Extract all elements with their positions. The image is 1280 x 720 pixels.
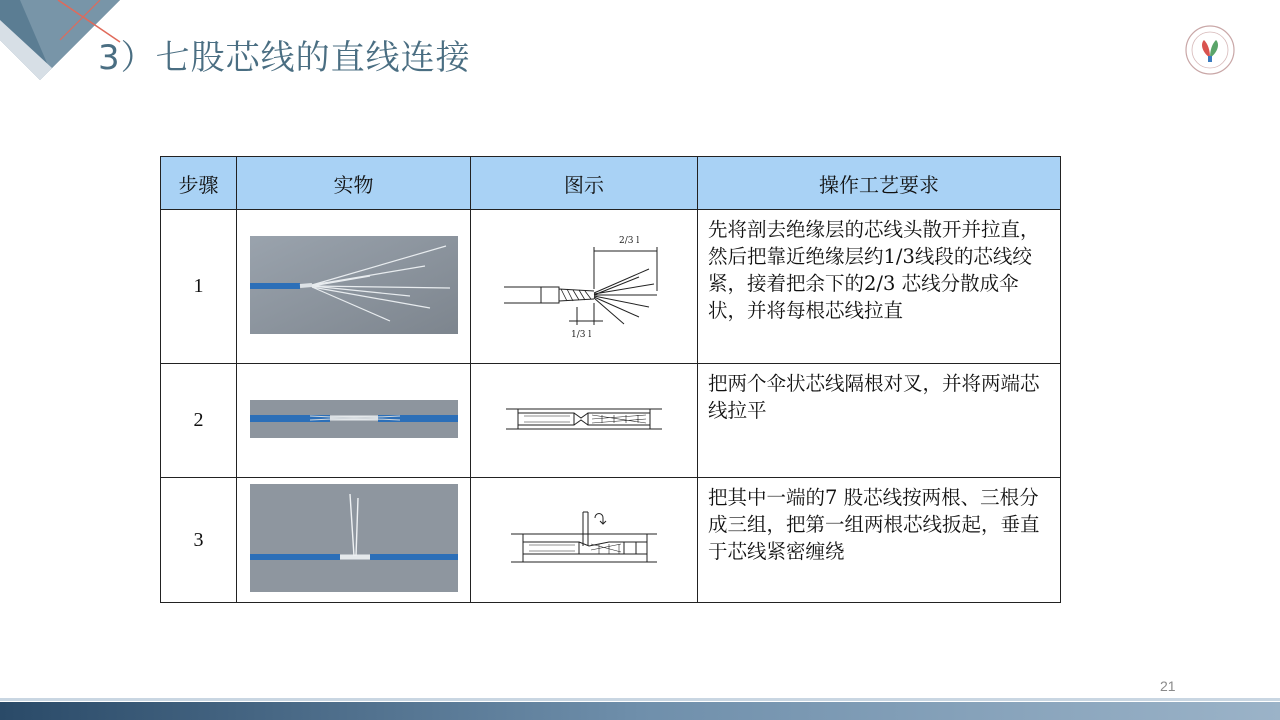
- label-two-thirds: 2/3 l: [619, 235, 640, 246]
- photo-cell: [237, 478, 471, 603]
- steps-table: [160, 156, 1061, 603]
- photo-cell: [237, 364, 471, 478]
- table-header-row: [161, 157, 1061, 210]
- photo-cell: [237, 210, 471, 364]
- diagram-cell: [471, 478, 698, 603]
- header-diagram: 图示: [471, 157, 698, 210]
- table-row: [161, 364, 1061, 478]
- diagram-cell: [471, 210, 698, 364]
- diagram-step-2: [504, 404, 664, 434]
- wire-photo-3: [250, 484, 458, 592]
- step-number: 2: [161, 364, 237, 478]
- wire-photo-1: [250, 236, 458, 334]
- page-number: 21: [1160, 678, 1176, 694]
- page-title: 3）七股芯线的直线连接: [98, 38, 471, 78]
- footer-bar: [0, 702, 1280, 720]
- diagram-step-1: [499, 229, 669, 341]
- school-logo-icon: [1184, 24, 1236, 76]
- step-number: 1: [161, 210, 237, 364]
- requirement-text: 把其中一端的7 股芯线按两根、三根分成三组，把第一组两根芯线扳起，垂直于芯线紧密缠绕: [698, 478, 1061, 603]
- wire-photo-2: [250, 400, 458, 438]
- table-row: [161, 478, 1061, 603]
- header-step: 步骤: [161, 157, 237, 210]
- diagram-step-3: [509, 510, 659, 566]
- label-one-third: 1/3 l: [571, 329, 592, 340]
- footer-divider: [0, 698, 1280, 701]
- requirement-text: 先将剖去绝缘层的芯线头散开并拉直，然后把靠近绝缘层约1/3线段的芯线绞紧，接着把余下的2/3 芯线分散成伞状，并将每根芯线拉直: [698, 210, 1061, 364]
- header-photo: 实物: [237, 157, 471, 210]
- diagram-cell: [471, 364, 698, 478]
- table-row: [161, 210, 1061, 364]
- step-number: 3: [161, 478, 237, 603]
- header-requirements: 操作工艺要求: [698, 157, 1061, 210]
- requirement-text: 把两个伞状芯线隔根对叉，并将两端芯线拉平: [698, 364, 1061, 478]
